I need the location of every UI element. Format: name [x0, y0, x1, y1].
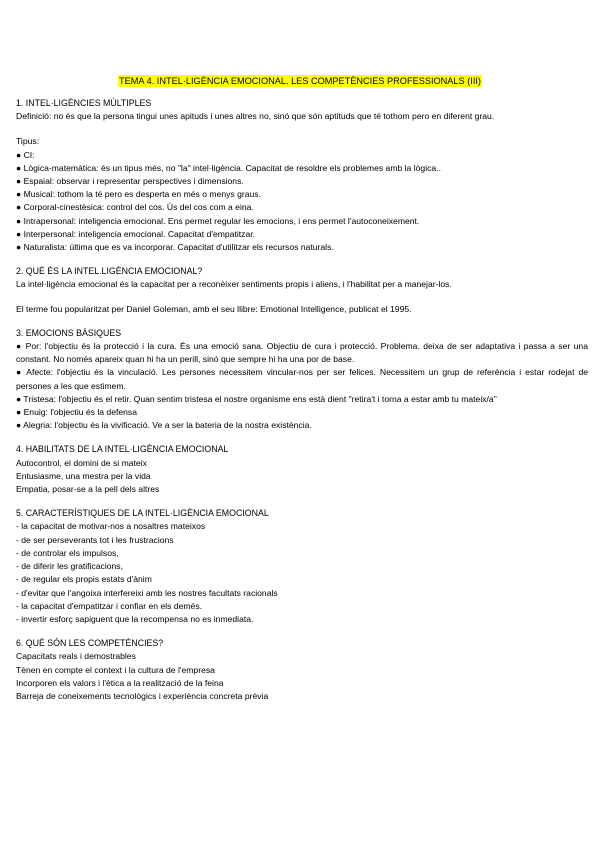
document-title: TEMA 4. INTEL·LIGÈNCIA EMOCIONAL. LES COMPETÈNCIES PROFESSIONALS (III): [119, 76, 481, 86]
section-emocions-basiques: [16, 327, 588, 433]
list-item: - de diferir les gratificacions,: [16, 561, 123, 572]
list-item: Entusiasme, una mestra per la vida: [16, 470, 151, 481]
tipus-label: Tipus:: [16, 136, 40, 147]
list-item: - de ser perseverants tot i les frustracions: [16, 534, 174, 545]
list-item: - invertir esforç sapiguent que la recompensa no es inmediata.: [16, 613, 254, 624]
document-body: [16, 97, 588, 714]
section-heading: 4. HABILITATS DE LA INTEL·LIGÈNCIA EMOCIONAL: [16, 444, 229, 455]
list-item: ● CI:: [16, 149, 35, 160]
list-item: - de controlar els impulsos,: [16, 547, 119, 558]
list-item: ● Tristesa: l'objectiu és el retir. Quan sentim tristesa el nostre organisme ens està dient "retira't i torna a estar amb tu mateix/a": [16, 393, 497, 404]
list-item: - la capacitat d'empatitzar i confiar en els demés.: [16, 600, 203, 611]
definition-text: Definició: no és que la persona tingui unes apituds i unes altres no, sinó que són aptituds que té tothom pero en diferent grau.: [16, 111, 495, 122]
list-item: ● Corporal-cinestèsica: control del cos. Ús del cos com a eina.: [16, 202, 254, 213]
section-heading: 2. QUÈ ÉS LA INTEL.LIGÈNCIA EMOCIONAL?: [16, 266, 203, 277]
title-wrap: [0, 71, 600, 89]
list-item: Incorporen els valors i l'ètica a la realització de la feina: [16, 677, 224, 688]
list-item: ● Musical: tothom la té pero es desperta en més o menys graus.: [16, 189, 261, 200]
section-heading: 6. QUÈ SÓN LES COMPETÈNCIES?: [16, 638, 164, 649]
section-heading: 3. EMOCIONS BÀSIQUES: [16, 327, 122, 338]
section-competencies: [16, 637, 588, 703]
list-item: ● Interpersonal: inteligencia emocional. Capacitat d'empatitzar.: [16, 228, 255, 239]
section-intelligencies-multiples: [16, 97, 588, 254]
list-item: Autocontrol, el domini de si mateix: [16, 457, 147, 468]
list-item: Barreja de coneixements tecnològics i experiència concreta prèvia: [16, 690, 269, 701]
list-item: Tènen en compte el context i la cultura de l'empresa: [16, 664, 215, 675]
list-item: - la capacitat de motivar-nos a nosaltres mateixos: [16, 521, 206, 532]
list-item: ● Por: l'objectiu és la protecció i la cura. És una emoció sana. Objectiu de cura i protecció. Problema. deixa de ser adaptativa i passa a ser una constant. No només apareix quan hi ha un perill, sinó que sempre hi ha una por de base.: [16, 341, 588, 365]
paragraph: La intel·ligència emocional és la capacitat per a reconèixer sentiments propis i aliens, i l'habilitat per a manejar-los.: [16, 279, 452, 290]
paragraph: El terme fou popularitzat per Daniel Goleman, amb el seu llibre: Emotional Intelligence, publicat el 1995.: [16, 303, 412, 314]
list-item: ● Enuig: l'objectiu és la defensa: [16, 407, 138, 418]
section-que-es-ie: [16, 265, 588, 316]
list-item: Capacitats reals i demostrables: [16, 651, 136, 662]
list-item: - d'evitar que l'angoixa interfereixi amb les nostres facultats racionals: [16, 587, 278, 598]
section-habilitats: [16, 443, 588, 496]
list-item: ● Naturalista: última que es va incorporar. Capacitat d'utilitzar els recursos naturals.: [16, 242, 334, 253]
list-item: ● Espaial: observar i representar perspectives i dimensions.: [16, 176, 244, 187]
section-heading: 1. INTEL·LIGÈNCIES MÚLTIPLES: [16, 98, 152, 108]
section-caracteristiques: [16, 507, 588, 626]
list-item: ● Alegria: l'objectiu és la vivificació. Ve a ser la bateria de la nostra existència.: [16, 420, 312, 431]
section-heading: 5. CARACTERÍSTIQUES DE LA INTEL·LIGÈNCIA EMOCIONAL: [16, 508, 269, 519]
list-item: ● Lògica-matemàtica: és un tipus més, no "la" intel·ligència. Capacitat de resoldre els problemes amb la lògica..: [16, 162, 441, 173]
list-item: ● Intrapersonal: inteligencia emocional. Ens permet regular les emocions, i ens permet l'autoconeixement.: [16, 215, 420, 226]
list-item: Empatia, posar-se a la pell dels altres: [16, 484, 160, 495]
list-item: ● Afecte: l'objectiu és la vinculació. Les persones necessitem vincular-nos per ser felices. Necessitem un grup de referència i estar rodejat de persones a les que estimem.: [16, 367, 588, 391]
list-item: - de regular els propis estats d'ànim: [16, 574, 152, 585]
